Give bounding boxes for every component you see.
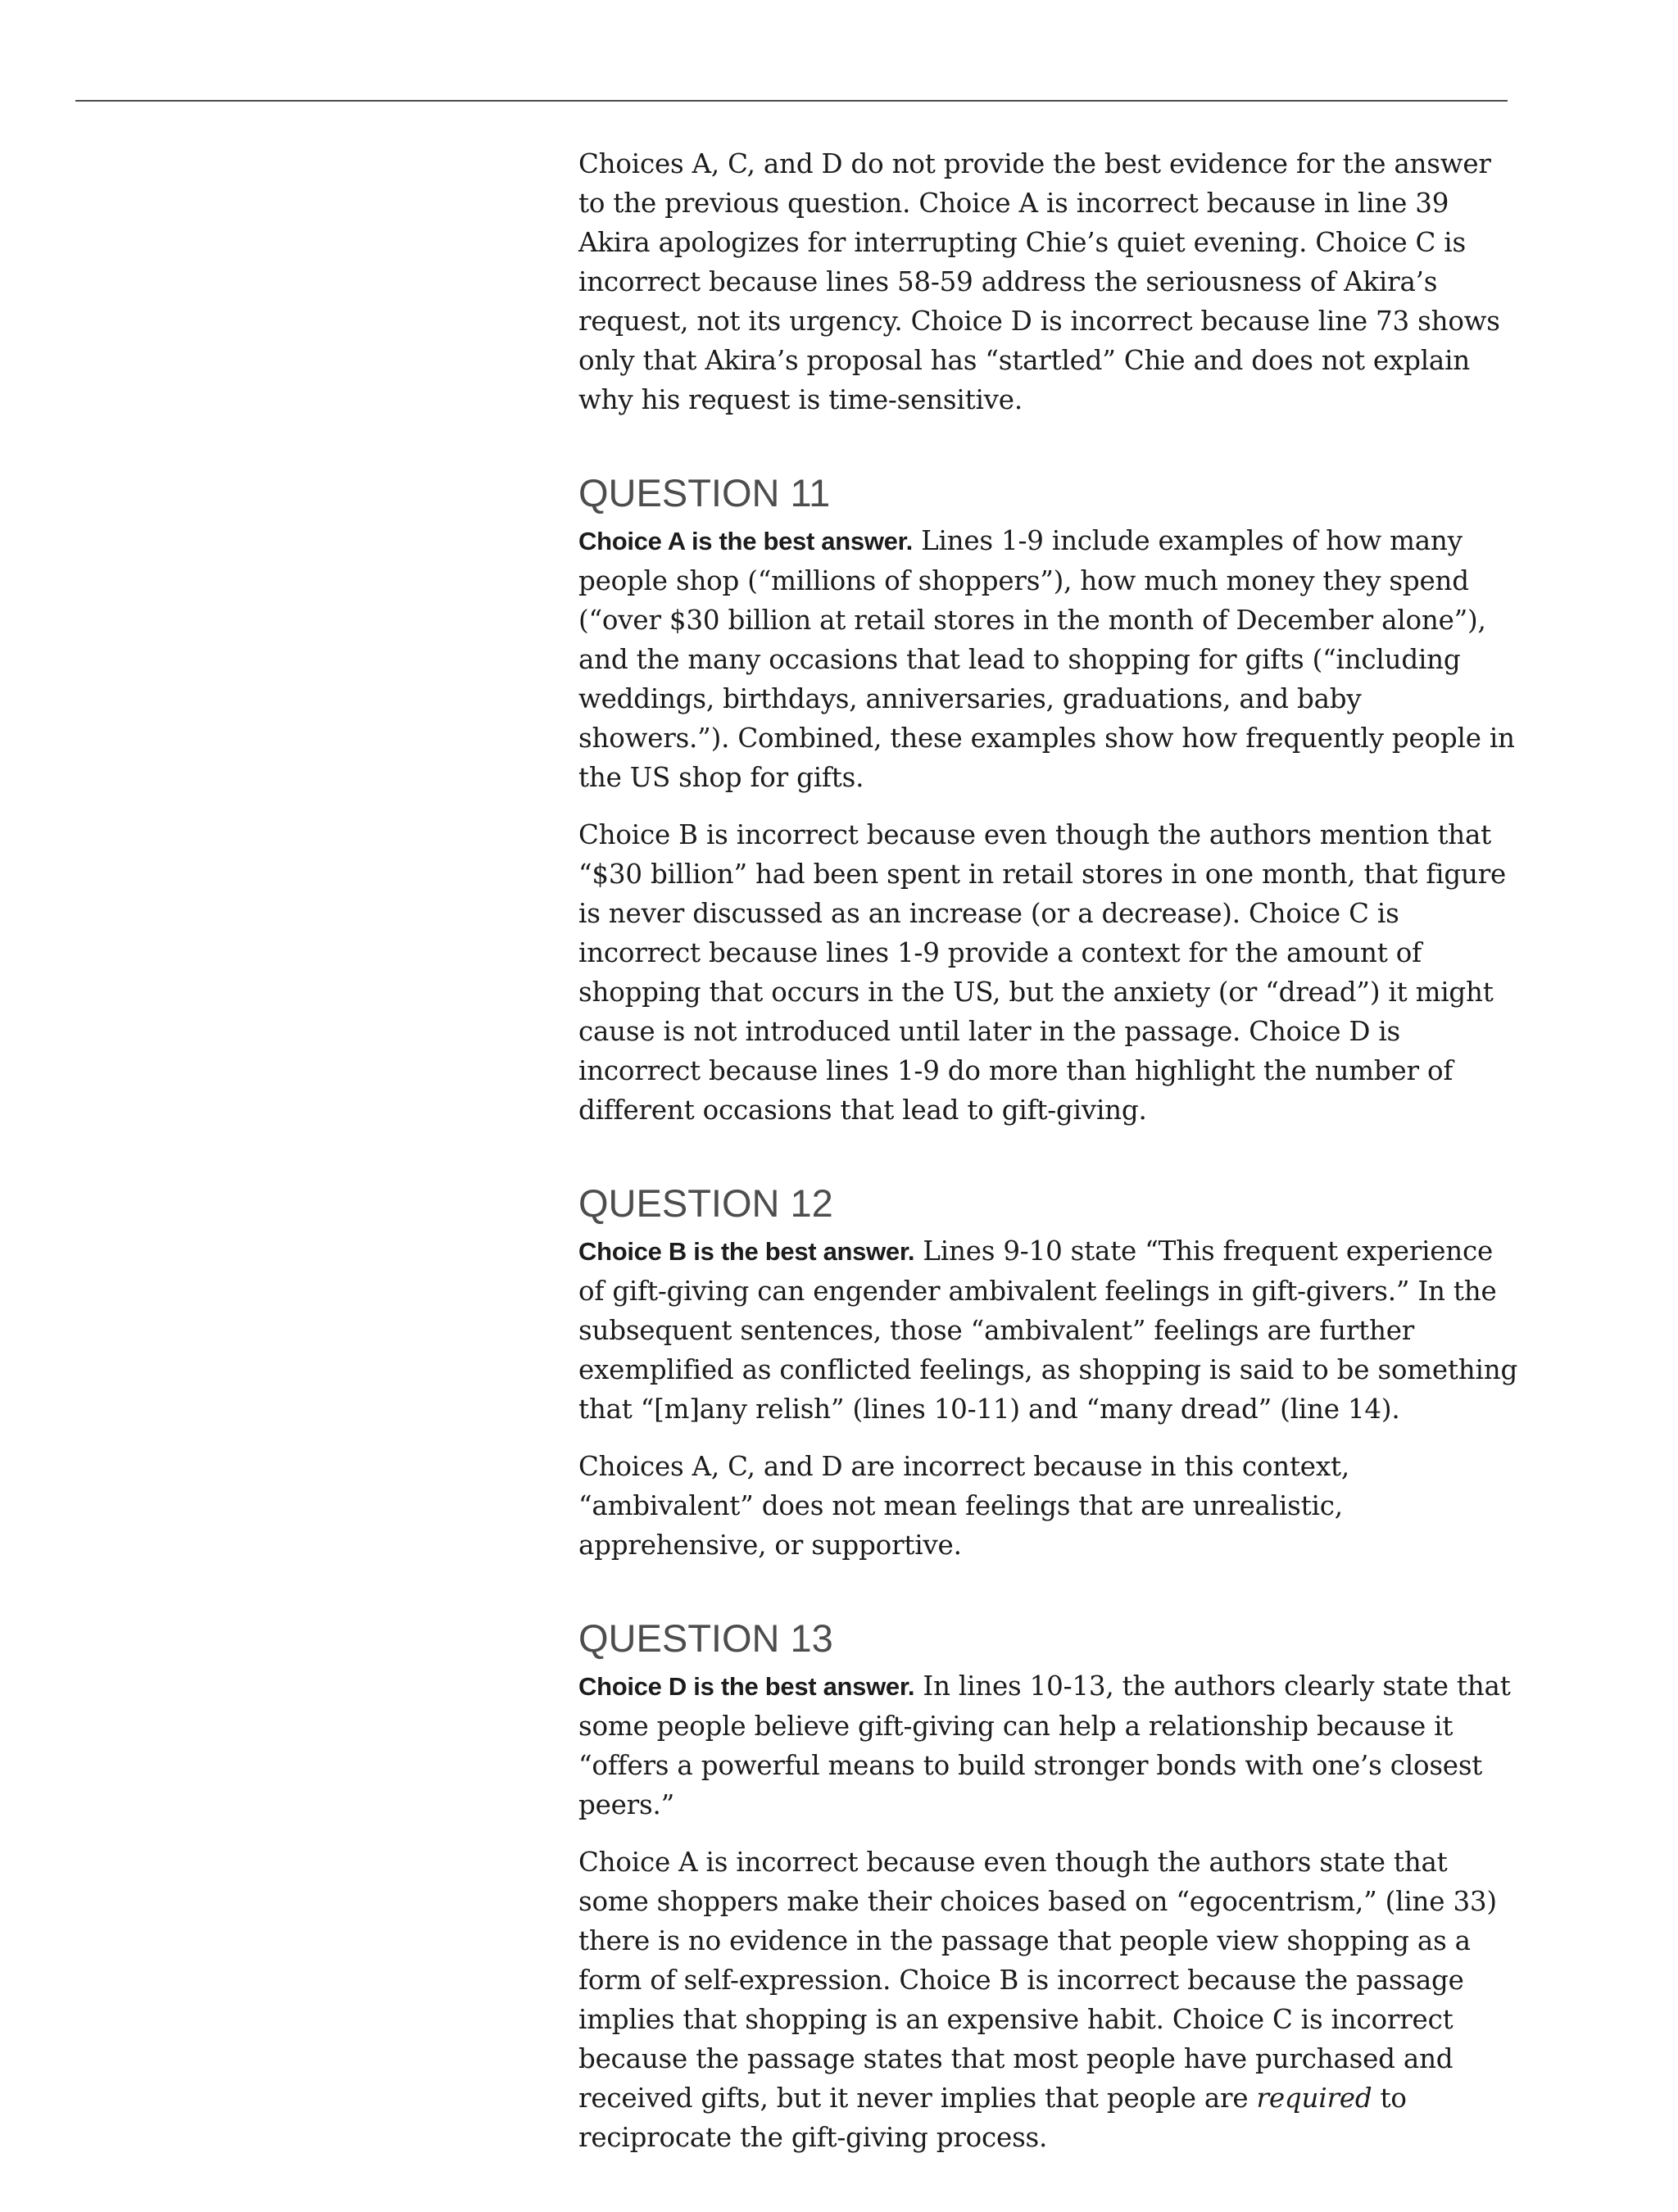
question-13-section — [578, 1616, 1519, 2157]
question-13-heading: QUESTION 13 — [578, 1616, 833, 1660]
question-13-incorrect-choices — [578, 1843, 1519, 2157]
question-11-heading: QUESTION 11 — [578, 471, 831, 514]
question-13-emphasis: required — [1256, 2083, 1372, 2114]
question-12-answer-text: Lines 9-10 state “This frequent experience of gift-giving can engender ambivalent feelings in gift-givers.” In the subsequent sentences, those “ambivalent” feelings are further exemplified as conflicted feelings, as shopping is said to be something that “[m]any relish” (lines 10-11) and “many dread” (line 14). — [578, 1235, 1518, 1425]
answer-explanations — [578, 144, 1519, 2175]
question-11-answer-text: Lines 1-9 include examples of how many people shop (“millions of shoppers”), how much money they spend (“over $30 billion at retail stores in the month of December alone”), and the many occasions that lead to shopping for gifts (“including weddings, birthdays, anniversaries, graduations, and baby showers.”). Combined, these examples show how frequently people in the US shop for gifts. — [578, 525, 1515, 793]
question-11-answer — [578, 521, 1519, 797]
question-13-answer — [578, 1666, 1519, 1824]
question-11-incorrect-choices: Choice B is incorrect because even though the authors mention that “$30 billion” had been spent in retail stores in one month, that figure is never discussed as an increase (or a decrease). Choice C is incorrect because lines 1-9 provide a context for the amount of shopping that occurs in the US, but the anxiety (or “dread”) it might cause is not introduced until later in the passage. Choice D is incorrect because lines 1-9 do more than highlight the number of different occasions that lead to gift-giving. — [578, 819, 1507, 1126]
question-13-incorrect-text-start: Choice A is incorrect because even though the authors state that some shoppers make their choices based on “egocentrism,” (line 33) there is no evidence in the passage that people view shopping as a form of self-expression. Choice B is incorrect because the passage implies that shopping is an expensive habit. Choice C is incorrect because the passage states that most people have purchased and received gifts, but it never implies that people are — [578, 1847, 1497, 2114]
top-divider — [75, 100, 1508, 102]
question-11-best-answer: Choice A is the best answer. — [578, 527, 913, 555]
intro-paragraph: Choices A, C, and D do not provide the best evidence for the answer to the previous question. Choice A is incorrect because in line 39 Akira apologizes for interrupting Chie’s quiet evening. Choice C is incorrect because lines 58-59 address the seriousness of Akira’s request, not its urgency. Choice D is incorrect because line 73 shows only that Akira’s proposal has “startled” Chie and does not explain why his request is time-sensitive. — [578, 148, 1500, 415]
question-12-section — [578, 1181, 1519, 1565]
question-13-best-answer: Choice D is the best answer. — [578, 1672, 915, 1701]
question-12-incorrect-choices: Choices A, C, and D are incorrect because in this context, “ambivalent” does not mean feelings that are unrealistic, apprehensive, or supportive. — [578, 1451, 1349, 1561]
question-11-section — [578, 470, 1519, 1130]
question-12-answer — [578, 1231, 1519, 1429]
question-13-incorrect-text-end: to reciprocate the gift-giving process. — [578, 2083, 1407, 2153]
question-13-answer-text: In lines 10-13, the authors clearly state that some people believe gift-giving can help a relationship because it “offers a powerful means to build stronger bonds with one’s closest peers.” — [578, 1670, 1511, 1820]
question-12-heading: QUESTION 12 — [578, 1181, 833, 1225]
question-12-best-answer: Choice B is the best answer. — [578, 1237, 915, 1266]
